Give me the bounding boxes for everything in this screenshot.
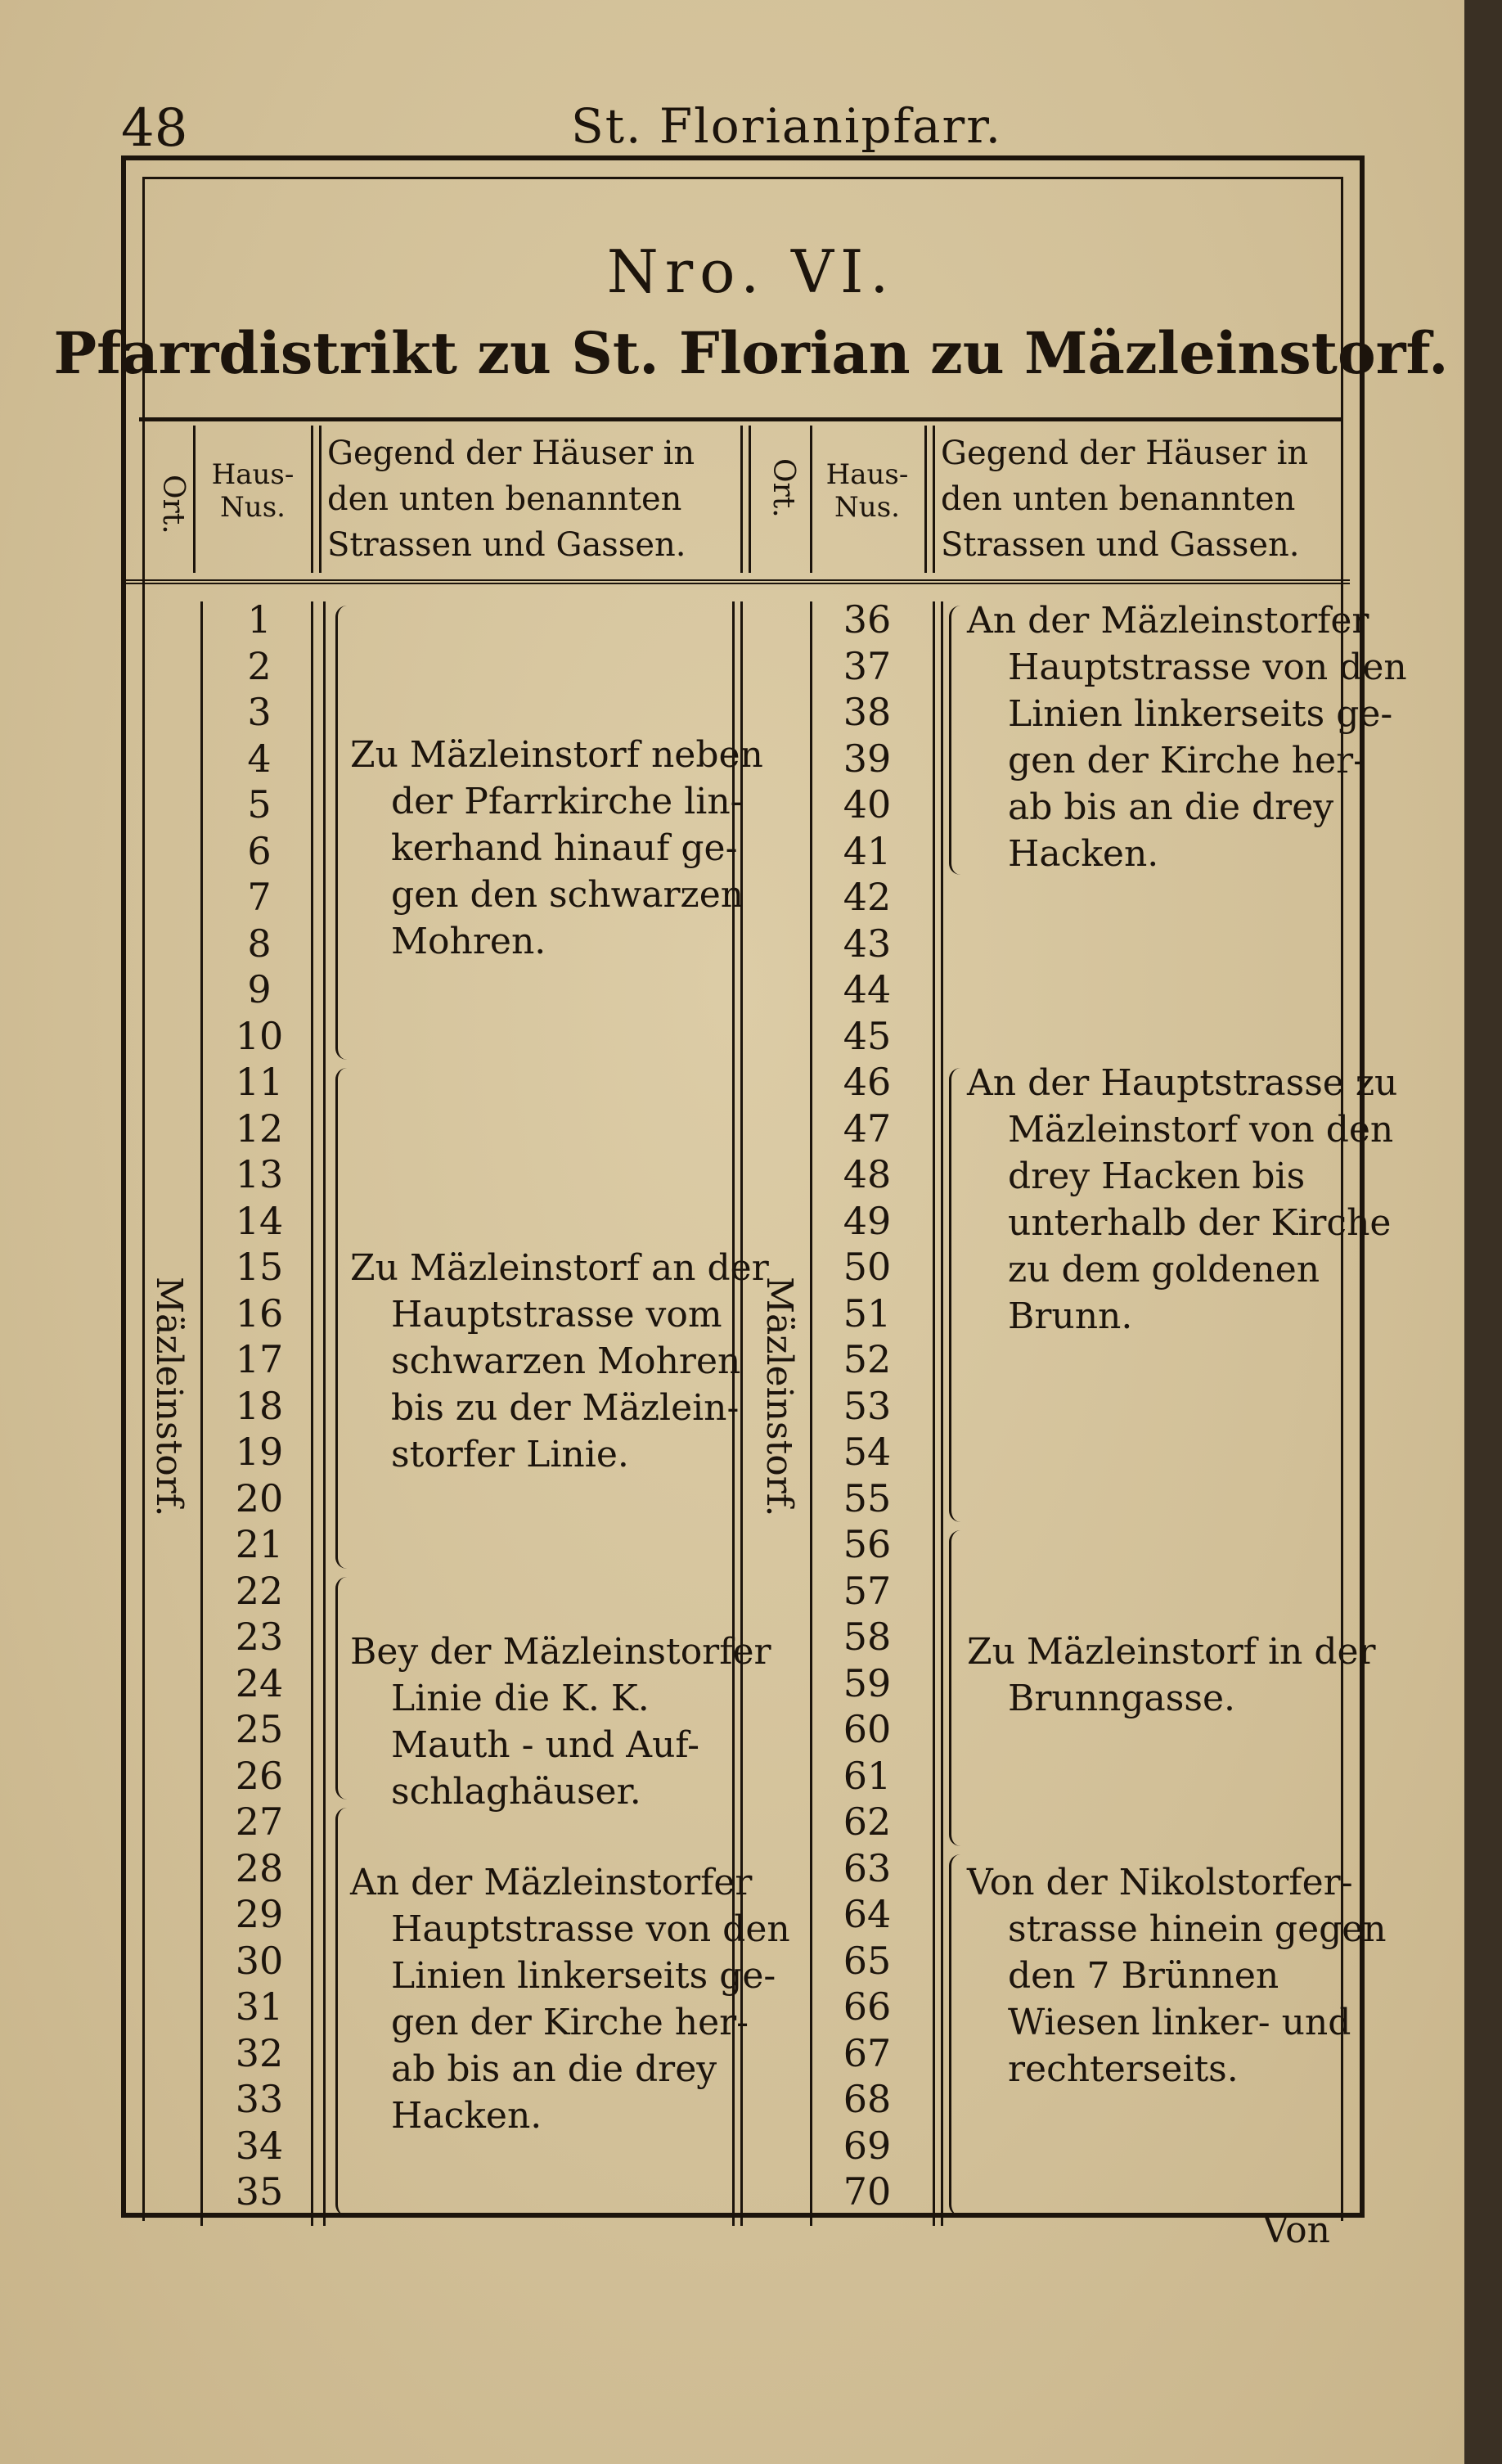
house-number: 36 [843, 597, 892, 642]
col-rule [941, 601, 943, 2226]
description-line: An der Mäzleinstorfer [350, 1862, 753, 1904]
description-line: storfer Linie. [391, 1434, 629, 1475]
house-number: 10 [235, 1013, 284, 1058]
gegend-line-3: Strassen und Gassen. [941, 526, 1300, 564]
description-line: Hacken. [1008, 833, 1159, 875]
description-line: An der Mäzleinstorfer [967, 600, 1369, 642]
description-line: schlaghäuser. [391, 1770, 641, 1813]
col-rule [323, 601, 326, 2226]
house-number: 41 [843, 828, 892, 873]
house-number: 11 [235, 1060, 284, 1104]
house-number: 42 [843, 875, 892, 919]
col-sep [933, 426, 935, 573]
house-number: 48 [843, 1152, 892, 1196]
description-line: bis zu der Mäzlein- [391, 1387, 740, 1429]
col-sep [810, 426, 812, 573]
col-sep [740, 426, 743, 573]
house-number: 31 [235, 1984, 284, 2029]
description-line: gen den schwarzen [391, 873, 744, 916]
description-line: Mohren. [391, 920, 546, 962]
house-number: 8 [247, 921, 272, 966]
gegend-line-2: den unten benannten [327, 480, 682, 518]
house-number: 46 [843, 1060, 892, 1104]
group-brace [335, 606, 349, 1060]
house-number: 27 [235, 1800, 284, 1844]
house-number: 54 [843, 1430, 892, 1474]
col-sep [924, 426, 927, 573]
house-number: 65 [843, 1938, 892, 1983]
group-brace [949, 1854, 963, 2216]
col-header-ort-right: Ort. [767, 458, 800, 518]
description-line: gen der Kirche her- [391, 2002, 749, 2044]
house-number: 12 [235, 1106, 284, 1151]
house-number: 6 [247, 828, 272, 873]
street-description [350, 1245, 769, 1478]
house-number: 44 [843, 967, 892, 1011]
running-title: St. Florianipfarr. [571, 98, 1003, 154]
street-description [350, 1628, 771, 1815]
description-line: Mauth - und Auf- [391, 1723, 700, 1766]
section-title: Pfarrdistrikt zu St. Florian zu Mäzleinstorf. [53, 319, 1449, 387]
house-number: 33 [235, 2077, 284, 2121]
description-line: Brunngasse. [1008, 1677, 1235, 1719]
catchword: Von [1262, 2209, 1330, 2251]
col-rule [933, 601, 935, 2226]
description-line: Linien linkerseits ge- [391, 1955, 776, 1998]
description-line: Hacken. [391, 2095, 542, 2137]
house-number: 35 [235, 2169, 284, 2214]
description-line: Wiesen linker- und [1008, 2002, 1351, 2044]
description-line: Zu Mäzleinstorf neben [350, 733, 763, 776]
description-line: strasse hinein gegen [1008, 1908, 1387, 1951]
house-number: 57 [843, 1568, 892, 1613]
house-number: 50 [843, 1245, 892, 1289]
description-line: drey Hacken bis [1008, 1155, 1306, 1197]
gegend-line-1: Gegend der Häuser in [941, 435, 1309, 472]
house-number: 69 [843, 2123, 892, 2168]
house-number: 51 [843, 1291, 892, 1336]
house-number: 14 [235, 1198, 284, 1243]
house-number: 34 [235, 2123, 284, 2168]
group-brace [949, 1530, 963, 1846]
house-number: 20 [235, 1475, 284, 1520]
street-description [967, 1628, 1376, 1722]
house-number: 53 [843, 1383, 892, 1428]
district-label-left: Mäzleinstorf. [148, 1277, 190, 1517]
district-label-right: Mäzleinstorf. [758, 1277, 800, 1517]
col-sep [319, 426, 322, 573]
description-line: unterhalb der Kirche [1008, 1202, 1392, 1244]
col-rule [311, 601, 313, 2226]
street-description [967, 597, 1407, 877]
description-line: Hauptstrasse vom [391, 1294, 722, 1336]
house-number: 3 [247, 690, 272, 734]
house-number: 67 [843, 2030, 892, 2075]
col-header-gegend-left [327, 430, 736, 568]
house-number: 47 [843, 1106, 892, 1151]
house-number: 58 [843, 1615, 892, 1659]
house-number: 18 [235, 1383, 284, 1428]
col-sep [749, 426, 751, 573]
description-line: schwarzen Mohren [391, 1340, 741, 1382]
house-number: 59 [843, 1660, 892, 1705]
group-brace [949, 1068, 963, 1522]
description-line: kerhand hinauf ge- [391, 827, 738, 869]
page-header [121, 98, 1369, 159]
house-number: 66 [843, 1984, 892, 2029]
description-line: Bey der Mäzleinstorfer [350, 1630, 771, 1673]
house-number: 63 [843, 1845, 892, 1890]
house-number: 56 [843, 1522, 892, 1566]
house-number: 32 [235, 2030, 284, 2075]
col-header-hausnus-right: Haus-Nus. [825, 458, 909, 524]
house-number: 23 [235, 1615, 284, 1659]
col-rule [200, 601, 203, 2226]
house-number: 25 [235, 1707, 284, 1751]
house-number: 30 [235, 1938, 284, 1983]
house-number: 1 [247, 597, 272, 642]
house-number: 21 [235, 1522, 284, 1566]
house-number: 64 [843, 1892, 892, 1936]
description-line: Linien linkerseits ge- [1008, 693, 1393, 735]
house-number: 55 [843, 1475, 892, 1520]
house-number: 9 [247, 967, 272, 1011]
description-line: Hauptstrasse von den [1008, 646, 1407, 688]
col-header-gegend-right [941, 430, 1350, 568]
house-number: 49 [843, 1198, 892, 1243]
street-description [350, 732, 763, 965]
house-number: 37 [843, 643, 892, 688]
house-number: 4 [247, 736, 272, 781]
col-rule [810, 601, 812, 2226]
house-number: 60 [843, 1707, 892, 1751]
description-line: Linie die K. K. [391, 1677, 650, 1719]
street-description [967, 1060, 1397, 1340]
description-line: Brunn. [1008, 1295, 1133, 1337]
house-number: 15 [235, 1245, 284, 1289]
header-rule-top [139, 417, 1342, 421]
house-number: 17 [235, 1337, 284, 1381]
house-number: 2 [247, 643, 272, 688]
house-number: 29 [235, 1892, 284, 1936]
description-line: ab bis an die drey [391, 2048, 717, 2091]
house-number: 38 [843, 690, 892, 734]
description-line: gen der Kirche her- [1008, 740, 1366, 782]
house-number: 40 [843, 782, 892, 827]
gegend-line-2: den unten benannten [941, 480, 1296, 518]
description-line: An der Hauptstrasse zu [967, 1062, 1398, 1104]
description-line: ab bis an die drey [1008, 786, 1334, 828]
street-description [350, 1859, 790, 2139]
house-number: 28 [235, 1845, 284, 1890]
house-number: 5 [247, 782, 272, 827]
house-number: 22 [235, 1568, 284, 1613]
description-line: rechterseits. [1008, 2048, 1239, 2091]
house-number: 7 [247, 875, 272, 919]
gegend-line-1: Gegend der Häuser in [327, 435, 695, 472]
col-header-ort-left: Ort. [156, 475, 190, 534]
col-header-hausnus-left: Haus-Nus. [211, 458, 295, 524]
house-number: 61 [843, 1753, 892, 1798]
house-number: 62 [843, 1800, 892, 1844]
description-line: Mäzleinstorf von den [1008, 1109, 1394, 1151]
header-rule-bottom [123, 579, 1350, 589]
house-number: 16 [235, 1291, 284, 1336]
street-description [967, 1859, 1387, 2092]
house-number: 70 [843, 2169, 892, 2214]
group-brace [335, 1068, 349, 1569]
house-number: 24 [235, 1660, 284, 1705]
house-number: 43 [843, 921, 892, 966]
group-brace [949, 606, 963, 875]
house-number: 52 [843, 1337, 892, 1381]
house-number: 45 [843, 1013, 892, 1058]
description-line: Von der Nikolstorfer- [967, 1862, 1353, 1904]
house-number: 26 [235, 1753, 284, 1798]
house-number: 68 [843, 2077, 892, 2121]
description-line: zu dem goldenen [1008, 1249, 1320, 1291]
group-brace [335, 1577, 349, 1800]
description-line: Zu Mäzleinstorf in der [967, 1630, 1376, 1673]
house-number: 19 [235, 1430, 284, 1474]
description-line: den 7 Brünnen [1008, 1955, 1279, 1998]
description-line: der Pfarrkirche lin- [391, 780, 743, 822]
group-brace [335, 1808, 349, 2216]
page-number: 48 [121, 98, 188, 159]
description-line: Zu Mäzleinstorf an der [350, 1247, 769, 1289]
col-sep [311, 426, 313, 573]
gegend-line-3: Strassen und Gassen. [327, 526, 686, 564]
section-number: Nro. VI. [606, 237, 896, 306]
description-line: Hauptstrasse von den [391, 1908, 790, 1951]
house-number: 39 [843, 736, 892, 781]
house-number: 13 [235, 1152, 284, 1196]
col-sep [193, 426, 196, 573]
